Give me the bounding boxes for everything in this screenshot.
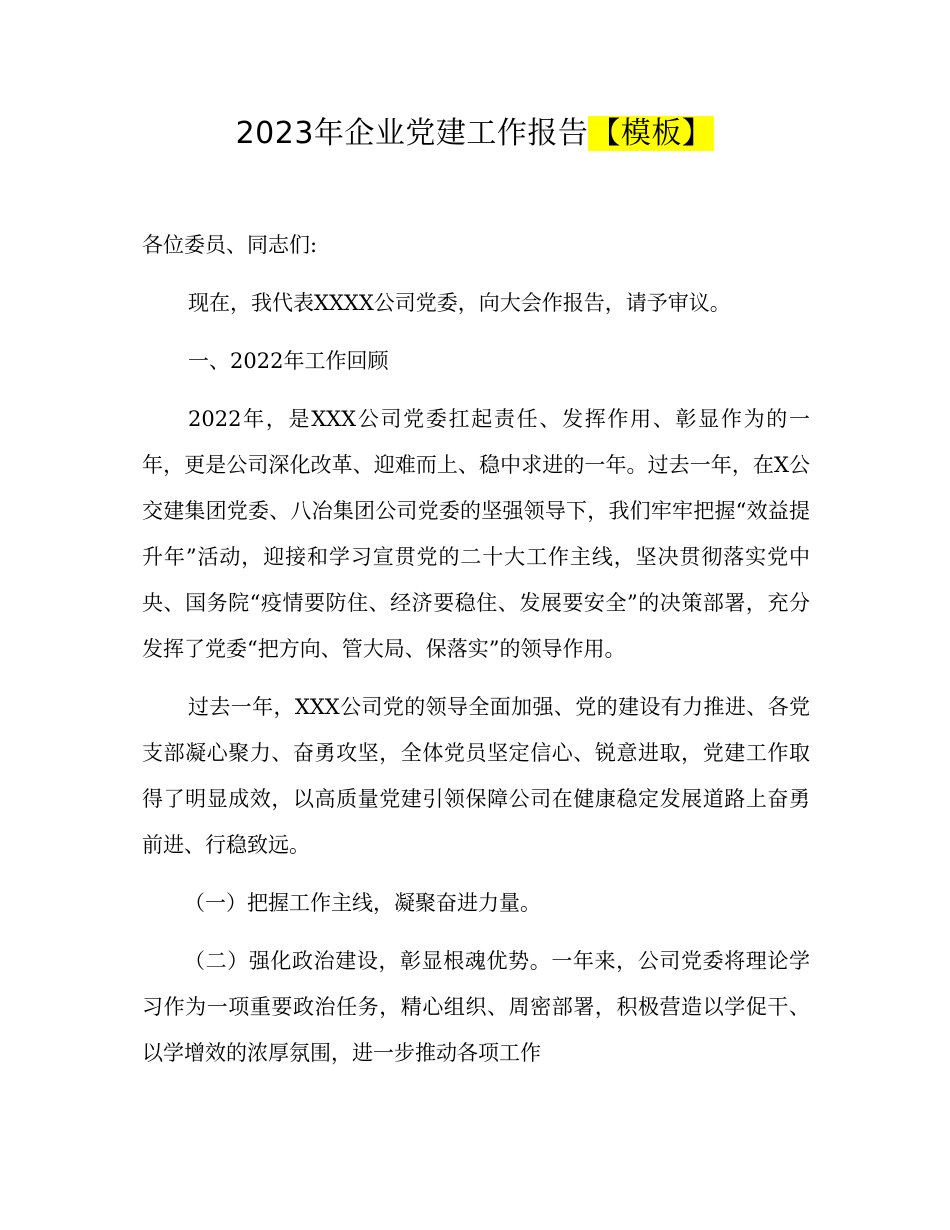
title-highlight: 【模板】 <box>590 116 713 151</box>
opening-paragraph: 现在，我代表XXXX公司党委，向大会作报告，请予审议。 <box>188 291 731 315</box>
document-body <box>142 222 810 1088</box>
review-paragraph: 2022年，是XXX公司党委扛起责任、发挥作用、彰显作为的一年，更是公司深化改革、迎难而上、稳中求进的一年。过去一年，在X公交建集团党委、八冶集团公司党委的坚强领导下，我们牢牢把握“效益提升年”活动，迎接和学习宣贯党的二十大工作主线，坚决贯彻落实党中央、国务院“疫情要防住、经济要稳住、发展要安全”的决策部署，充分发挥了党委“把方向、管大局、保落实”的领导作用。 <box>142 407 810 661</box>
salutation: 各位委员、同志们: <box>142 233 318 257</box>
document-title <box>0 112 950 156</box>
subsection-heading-1: （一）把握工作主线，凝聚奋进力量。 <box>184 891 541 915</box>
section-heading: 一、2022年工作回顾 <box>188 349 389 373</box>
title-main: 2023年企业党建工作报告 <box>235 116 589 151</box>
achievement-paragraph: 过去一年，XXX公司党的领导全面加强、党的建设有力推进、各党支部凝心聚力、奋勇攻坚，全体党员坚定信心、锐意进取，党建工作取得了明显成效，以高质量党建引领保障公司在健康稳定发展道路上奋勇前进、行稳致远。 <box>142 695 810 857</box>
subsection-paragraph-2: （二）强化政治建设，彰显根魂优势。一年来，公司党委将理论学习作为一项重要政治任务，精心组织、周密部署，积极营造以学促干、以学增效的浓厚氛围，进一步推动各项工作 <box>142 949 810 1065</box>
